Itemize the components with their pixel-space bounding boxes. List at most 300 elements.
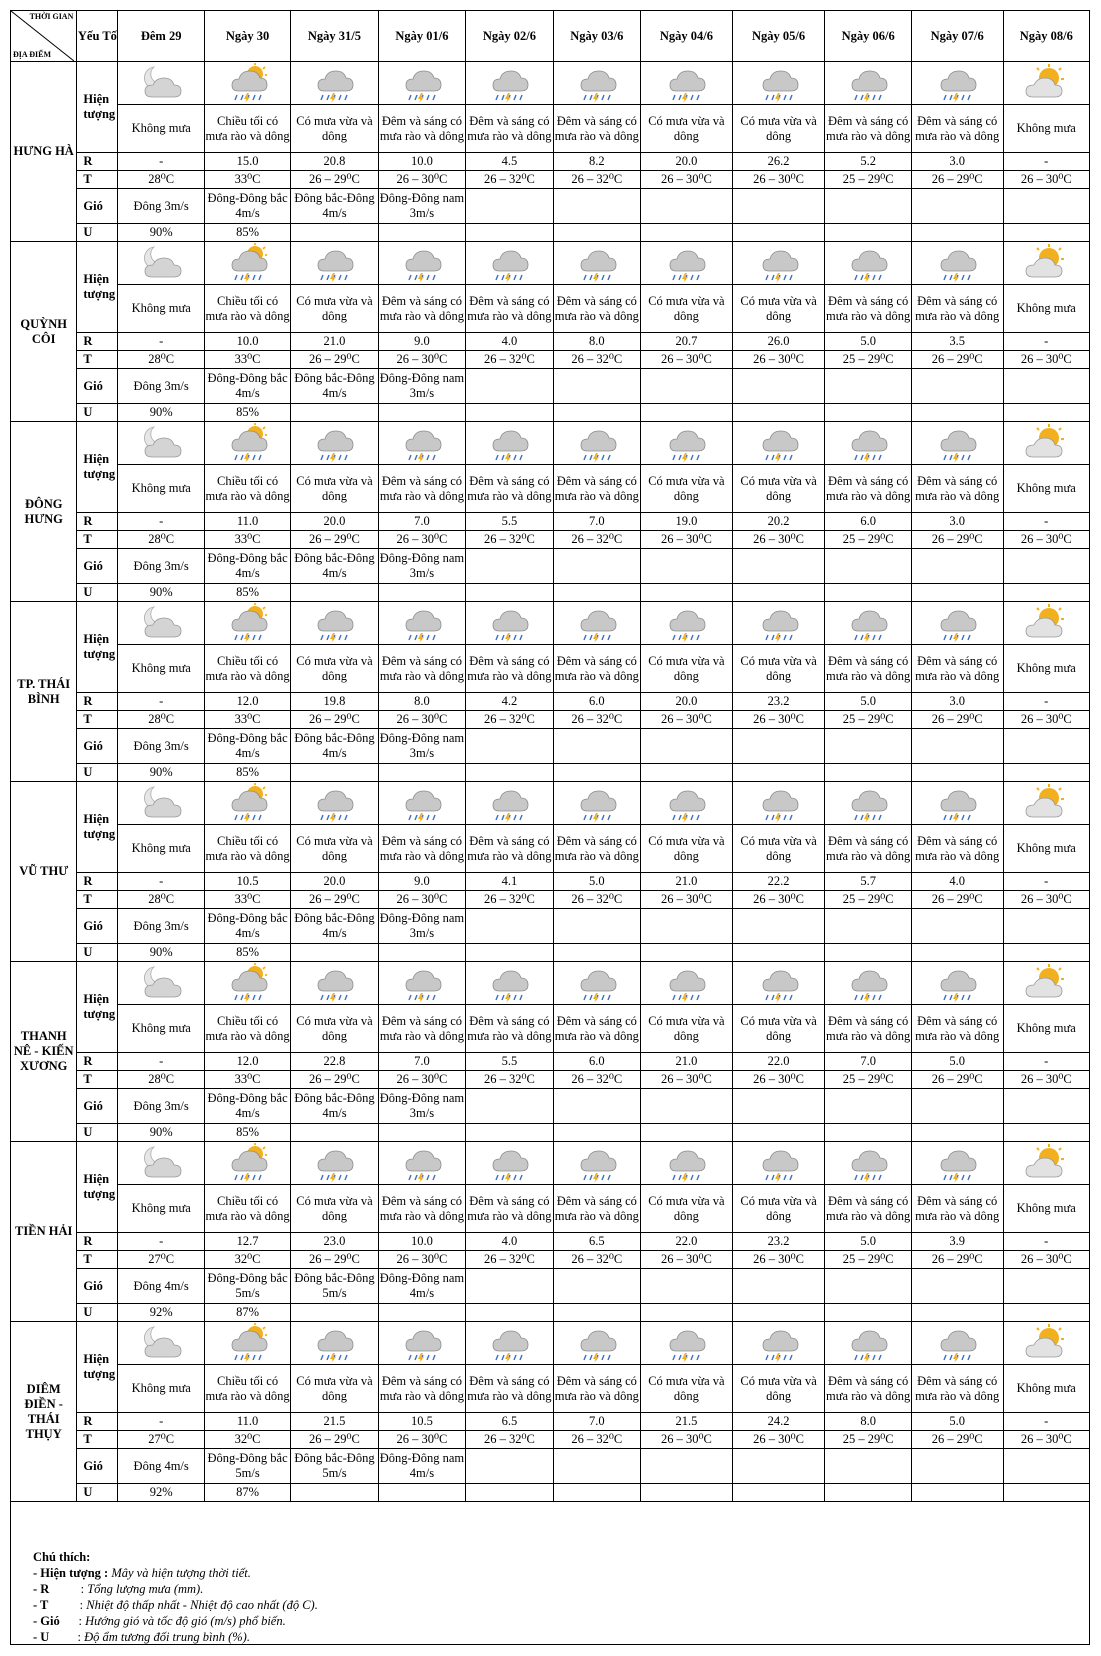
t-cell: 26 – 32⁰C <box>466 1251 553 1269</box>
phenomenon-cell: Đêm và sáng có mưa rào và dông <box>911 105 1003 153</box>
t-cell: 26 – 30⁰C <box>732 171 825 189</box>
r-cell: 11.0 <box>204 1413 290 1431</box>
t-cell: 25 – 29⁰C <box>825 891 911 909</box>
u-cell <box>1003 404 1089 422</box>
phenomenon-cell: Có mưa vừa và dông <box>732 825 825 873</box>
r-cell: 8.0 <box>553 333 640 351</box>
gio-cell <box>553 1089 640 1124</box>
u-cell: 90% <box>118 1124 204 1142</box>
r-row <box>11 1413 1090 1431</box>
phenomenon-cell: Đêm và sáng có mưa rào và dông <box>378 825 465 873</box>
sun-cloud-rain-icon <box>204 62 290 105</box>
r-cell: 5.0 <box>553 873 640 891</box>
day-header: Ngày 02/6 <box>466 11 553 62</box>
factor-gio: Gió <box>77 549 118 584</box>
sun-cloud-icon <box>1003 782 1089 825</box>
phenomenon-cell: Đêm và sáng có mưa rào và dông <box>466 825 553 873</box>
gio-cell <box>825 369 911 404</box>
u-cell <box>825 224 911 242</box>
factor-hien-tuong: Hiện tượng <box>77 1322 118 1413</box>
phenomenon-cell: Đêm và sáng có mưa rào và dông <box>825 825 911 873</box>
gio-cell <box>1003 1269 1089 1304</box>
day-header: Ngày 31/5 <box>291 11 378 62</box>
cloud-rain-icon <box>291 422 378 465</box>
gio-cell <box>732 369 825 404</box>
r-cell: 21.0 <box>641 1053 733 1071</box>
cloud-rain-icon <box>466 62 553 105</box>
gio-cell <box>1003 729 1089 764</box>
factor-u: U <box>77 1304 118 1322</box>
phenomenon-cell: Đêm và sáng có mưa rào và dông <box>825 1185 911 1233</box>
t-cell: 25 – 29⁰C <box>825 711 911 729</box>
cloud-rain-icon <box>291 1142 378 1185</box>
t-cell: 26 – 32⁰C <box>466 171 553 189</box>
cloud-rain-icon <box>553 1142 640 1185</box>
u-cell <box>378 764 465 782</box>
gio-cell: Đông 3m/s <box>118 1089 204 1124</box>
day-header: Ngày 30 <box>204 11 290 62</box>
factor-gio: Gió <box>77 729 118 764</box>
r-cell: 12.0 <box>204 1053 290 1071</box>
u-cell <box>466 584 553 602</box>
u-cell <box>1003 764 1089 782</box>
u-cell <box>732 224 825 242</box>
u-cell <box>291 1484 378 1502</box>
r-cell: 10.0 <box>204 333 290 351</box>
u-row <box>11 944 1090 962</box>
u-cell <box>553 944 640 962</box>
r-cell: - <box>118 513 204 531</box>
sun-cloud-rain-icon <box>204 1142 290 1185</box>
phenomenon-cell: Đêm và sáng có mưa rào và dông <box>825 465 911 513</box>
u-cell: 90% <box>118 764 204 782</box>
r-cell: - <box>1003 1413 1089 1431</box>
gio-cell <box>641 1089 733 1124</box>
phenomenon-row <box>11 1005 1090 1053</box>
r-cell: 21.5 <box>641 1413 733 1431</box>
factor-hien-tuong: Hiện tượng <box>77 242 118 333</box>
r-cell: 10.5 <box>378 1413 465 1431</box>
r-cell: 22.0 <box>732 1053 825 1071</box>
r-cell: 5.2 <box>825 153 911 171</box>
gio-cell: Đông 3m/s <box>118 909 204 944</box>
location-name: HƯNG HÀ <box>11 62 77 242</box>
u-cell <box>378 404 465 422</box>
t-cell: 26 – 30⁰C <box>378 351 465 369</box>
u-cell <box>732 1484 825 1502</box>
u-cell: 85% <box>204 224 290 242</box>
cloud-rain-icon <box>466 1322 553 1365</box>
t-cell: 26 – 30⁰C <box>378 171 465 189</box>
t-cell: 26 – 29⁰C <box>291 351 378 369</box>
gio-cell: Đông-Đông bắc 4m/s <box>204 1089 290 1124</box>
phenomenon-cell: Đêm và sáng có mưa rào và dông <box>825 285 911 333</box>
gio-cell: Đông bắc-Đông 4m/s <box>291 909 378 944</box>
phenomenon-cell: Đêm và sáng có mưa rào và dông <box>825 645 911 693</box>
u-cell <box>825 764 911 782</box>
phenomenon-cell: Không mưa <box>1003 1365 1089 1413</box>
factor-t: T <box>77 351 118 369</box>
cloud-rain-icon <box>911 1322 1003 1365</box>
phenomenon-cell: Chiều tối có mưa rào và dông <box>204 465 290 513</box>
phenomenon-cell: Đêm và sáng có mưa rào và dông <box>825 1005 911 1053</box>
gio-cell: Đông-Đông nam 4m/s <box>378 1269 465 1304</box>
cloud-rain-icon <box>732 1322 825 1365</box>
t-cell: 25 – 29⁰C <box>825 1071 911 1089</box>
u-cell <box>378 1304 465 1322</box>
u-cell: 90% <box>118 944 204 962</box>
t-cell: 26 – 30⁰C <box>641 1251 733 1269</box>
t-cell: 26 – 30⁰C <box>1003 1251 1089 1269</box>
phenomenon-cell: Đêm và sáng có mưa rào và dông <box>911 825 1003 873</box>
r-cell: 7.0 <box>825 1053 911 1071</box>
legend <box>33 1549 318 1645</box>
r-cell: 3.9 <box>911 1233 1003 1251</box>
legend-item: - Gió : Hướng gió và tốc độ gió (m/s) phổ biến. <box>33 1614 286 1628</box>
sun-cloud-icon <box>1003 962 1089 1005</box>
gio-cell <box>641 909 733 944</box>
r-cell: 20.0 <box>291 873 378 891</box>
u-cell <box>825 584 911 602</box>
gio-cell <box>911 1269 1003 1304</box>
cloud-rain-icon <box>911 602 1003 645</box>
gio-row <box>11 1089 1090 1124</box>
factor-r: R <box>77 1413 118 1431</box>
corner-cell <box>11 11 77 62</box>
cloud-rain-icon <box>553 1322 640 1365</box>
r-row <box>11 1053 1090 1071</box>
t-cell: 26 – 30⁰C <box>732 891 825 909</box>
cloud-rain-icon <box>732 242 825 285</box>
u-cell <box>1003 944 1089 962</box>
cloud-rain-icon <box>825 962 911 1005</box>
phenomenon-cell: Có mưa vừa và dông <box>291 1005 378 1053</box>
gio-cell <box>732 549 825 584</box>
day-header: Ngày 04/6 <box>641 11 733 62</box>
t-cell: 28⁰C <box>118 531 204 549</box>
t-cell: 26 – 30⁰C <box>641 711 733 729</box>
factor-u: U <box>77 224 118 242</box>
r-cell: - <box>1003 153 1089 171</box>
phenomenon-cell: Đêm và sáng có mưa rào và dông <box>911 1005 1003 1053</box>
gio-cell: Đông 4m/s <box>118 1269 204 1304</box>
gio-cell <box>825 1089 911 1124</box>
phenomenon-cell: Chiều tối có mưa rào và dông <box>204 1005 290 1053</box>
factor-r: R <box>77 1053 118 1071</box>
r-cell: - <box>118 1053 204 1071</box>
sun-cloud-rain-icon <box>204 242 290 285</box>
u-cell: 85% <box>204 1124 290 1142</box>
phenomenon-cell: Chiều tối có mưa rào và dông <box>204 825 290 873</box>
gio-cell <box>825 909 911 944</box>
gio-cell <box>732 909 825 944</box>
r-row <box>11 153 1090 171</box>
t-cell: 26 – 30⁰C <box>732 1251 825 1269</box>
phenomenon-cell: Đêm và sáng có mưa rào và dông <box>825 1365 911 1413</box>
cloud-rain-icon <box>825 62 911 105</box>
gio-cell <box>553 189 640 224</box>
u-cell <box>553 584 640 602</box>
r-cell: 26.0 <box>732 333 825 351</box>
u-cell: 90% <box>118 584 204 602</box>
factor-r: R <box>77 153 118 171</box>
cloud-rain-icon <box>291 242 378 285</box>
t-cell: 26 – 30⁰C <box>732 531 825 549</box>
r-cell: 20.0 <box>641 693 733 711</box>
phenomenon-cell: Đêm và sáng có mưa rào và dông <box>378 1365 465 1413</box>
r-cell: 22.8 <box>291 1053 378 1071</box>
phenomenon-cell: Đêm và sáng có mưa rào và dông <box>378 645 465 693</box>
cloud-rain-icon <box>825 602 911 645</box>
factor-t: T <box>77 1251 118 1269</box>
phenomenon-cell: Không mưa <box>118 1365 204 1413</box>
gio-cell <box>732 729 825 764</box>
gio-cell: Đông-Đông bắc 5m/s <box>204 1269 290 1304</box>
u-cell <box>911 1304 1003 1322</box>
r-cell: 6.5 <box>553 1233 640 1251</box>
gio-cell: Đông-Đông nam 3m/s <box>378 909 465 944</box>
u-cell <box>378 1484 465 1502</box>
gio-cell <box>466 189 553 224</box>
r-cell: - <box>118 333 204 351</box>
phenomenon-cell: Không mưa <box>118 285 204 333</box>
cloud-rain-icon <box>378 1142 465 1185</box>
day-header: Ngày 06/6 <box>825 11 911 62</box>
cloud-rain-icon <box>911 782 1003 825</box>
u-cell <box>641 764 733 782</box>
u-cell <box>1003 584 1089 602</box>
phenomenon-cell: Có mưa vừa và dông <box>291 1365 378 1413</box>
r-cell: 6.5 <box>466 1413 553 1431</box>
icon-row <box>11 62 1090 105</box>
phenomenon-cell: Đêm và sáng có mưa rào và dông <box>466 465 553 513</box>
sun-cloud-rain-icon <box>204 962 290 1005</box>
cloud-rain-icon <box>291 782 378 825</box>
factor-t: T <box>77 711 118 729</box>
r-cell: 12.0 <box>204 693 290 711</box>
cloud-rain-icon <box>553 962 640 1005</box>
r-cell: 9.0 <box>378 333 465 351</box>
r-cell: 4.0 <box>466 1233 553 1251</box>
phenomenon-row <box>11 1365 1090 1413</box>
t-cell: 26 – 29⁰C <box>291 1431 378 1449</box>
r-cell: 11.0 <box>204 513 290 531</box>
r-cell: - <box>118 693 204 711</box>
legend-item: - T : Nhiệt độ thấp nhất - Nhiệt độ cao nhất (độ C). <box>33 1598 318 1612</box>
gio-row <box>11 909 1090 944</box>
phenomenon-cell: Chiều tối có mưa rào và dông <box>204 645 290 693</box>
phenomenon-cell: Có mưa vừa và dông <box>732 1005 825 1053</box>
gio-cell <box>1003 1089 1089 1124</box>
cloud-rain-icon <box>911 962 1003 1005</box>
sun-cloud-rain-icon <box>204 1322 290 1365</box>
u-row <box>11 1304 1090 1322</box>
icon-row <box>11 962 1090 1005</box>
phenomenon-cell: Đêm và sáng có mưa rào và dông <box>466 645 553 693</box>
gio-cell <box>553 1269 640 1304</box>
u-cell <box>1003 1304 1089 1322</box>
r-cell: 15.0 <box>204 153 290 171</box>
t-cell: 26 – 32⁰C <box>466 711 553 729</box>
cloud-rain-icon <box>825 1142 911 1185</box>
cloud-rain-icon <box>641 422 733 465</box>
t-row <box>11 1251 1090 1269</box>
gio-cell <box>553 909 640 944</box>
u-cell <box>291 944 378 962</box>
u-cell <box>641 404 733 422</box>
r-cell: 20.0 <box>291 513 378 531</box>
factor-t: T <box>77 171 118 189</box>
gio-cell <box>1003 1449 1089 1484</box>
phenomenon-cell: Không mưa <box>118 105 204 153</box>
u-cell <box>911 944 1003 962</box>
sun-cloud-icon <box>1003 602 1089 645</box>
gio-cell <box>641 189 733 224</box>
cloud-rain-icon <box>553 602 640 645</box>
phenomenon-cell: Có mưa vừa và dông <box>732 1365 825 1413</box>
factor-u: U <box>77 764 118 782</box>
r-cell: 4.5 <box>466 153 553 171</box>
t-cell: 25 – 29⁰C <box>825 1431 911 1449</box>
factor-gio: Gió <box>77 1089 118 1124</box>
icon-row <box>11 602 1090 645</box>
gio-cell <box>825 189 911 224</box>
r-cell: 4.2 <box>466 693 553 711</box>
gio-cell <box>466 729 553 764</box>
gio-cell <box>466 1269 553 1304</box>
phenomenon-cell: Không mưa <box>118 645 204 693</box>
day-header: Ngày 03/6 <box>553 11 640 62</box>
t-cell: 26 – 30⁰C <box>1003 1431 1089 1449</box>
u-cell: 87% <box>204 1484 290 1502</box>
t-cell: 26 – 30⁰C <box>1003 171 1089 189</box>
factor-u: U <box>77 1484 118 1502</box>
t-cell: 26 – 29⁰C <box>911 1071 1003 1089</box>
gio-cell <box>911 909 1003 944</box>
factor-gio: Gió <box>77 909 118 944</box>
factor-t: T <box>77 891 118 909</box>
gio-cell: Đông 3m/s <box>118 189 204 224</box>
t-cell: 26 – 29⁰C <box>911 171 1003 189</box>
gio-cell <box>1003 369 1089 404</box>
gio-cell <box>1003 549 1089 584</box>
t-cell: 26 – 32⁰C <box>553 711 640 729</box>
location-name: QUỲNH CÔI <box>11 242 77 422</box>
u-cell <box>641 1124 733 1142</box>
u-cell <box>732 764 825 782</box>
t-cell: 26 – 32⁰C <box>466 1431 553 1449</box>
t-cell: 26 – 30⁰C <box>1003 1071 1089 1089</box>
phenomenon-cell: Đêm và sáng có mưa rào và dông <box>553 105 640 153</box>
moon-cloud-icon <box>118 962 204 1005</box>
u-cell <box>378 1124 465 1142</box>
u-cell <box>732 1304 825 1322</box>
phenomenon-cell: Có mưa vừa và dông <box>641 825 733 873</box>
forecast-body <box>11 62 1090 1502</box>
gio-cell: Đông-Đông nam 3m/s <box>378 369 465 404</box>
r-cell: - <box>118 1233 204 1251</box>
t-cell: 26 – 30⁰C <box>641 171 733 189</box>
place-label: ĐỊA ĐIỂM <box>13 50 52 59</box>
phenomenon-cell: Đêm và sáng có mưa rào và dông <box>378 105 465 153</box>
cloud-rain-icon <box>732 62 825 105</box>
u-cell <box>291 404 378 422</box>
gio-cell: Đông bắc-Đông 4m/s <box>291 189 378 224</box>
u-cell <box>553 764 640 782</box>
u-cell <box>825 404 911 422</box>
cloud-rain-icon <box>378 962 465 1005</box>
u-cell <box>825 944 911 962</box>
r-cell: 7.0 <box>378 513 465 531</box>
location-name: ĐÔNG HƯNG <box>11 422 77 602</box>
r-cell: 22.2 <box>732 873 825 891</box>
factor-t: T <box>77 531 118 549</box>
phenomenon-cell: Có mưa vừa và dông <box>291 465 378 513</box>
gio-cell: Đông bắc-Đông 5m/s <box>291 1449 378 1484</box>
phenomenon-cell: Đêm và sáng có mưa rào và dông <box>553 465 640 513</box>
gio-cell: Đông-Đông bắc 4m/s <box>204 549 290 584</box>
phenomenon-cell: Chiều tối có mưa rào và dông <box>204 1365 290 1413</box>
factor-u: U <box>77 944 118 962</box>
t-cell: 25 – 29⁰C <box>825 531 911 549</box>
gio-cell <box>641 1449 733 1484</box>
gio-cell <box>732 1449 825 1484</box>
day-header: Ngày 07/6 <box>911 11 1003 62</box>
gio-row <box>11 729 1090 764</box>
phenomenon-cell: Có mưa vừa và dông <box>641 645 733 693</box>
sun-cloud-rain-icon <box>204 782 290 825</box>
u-cell <box>1003 1484 1089 1502</box>
location-name: TP. THÁI BÌNH <box>11 602 77 782</box>
t-cell: 26 – 30⁰C <box>641 1431 733 1449</box>
r-cell: 23.0 <box>291 1233 378 1251</box>
u-row <box>11 764 1090 782</box>
phenomenon-cell: Có mưa vừa và dông <box>291 285 378 333</box>
gio-cell <box>911 189 1003 224</box>
forecast-document <box>10 10 1090 1645</box>
moon-cloud-icon <box>118 422 204 465</box>
r-cell: 5.0 <box>911 1053 1003 1071</box>
r-cell: 21.0 <box>291 333 378 351</box>
moon-cloud-icon <box>118 1322 204 1365</box>
gio-row <box>11 369 1090 404</box>
phenomenon-cell: Không mưa <box>1003 285 1089 333</box>
gio-cell <box>732 1269 825 1304</box>
u-cell <box>911 1484 1003 1502</box>
t-cell: 33⁰C <box>204 531 290 549</box>
factor-header: Yếu Tố <box>77 11 118 62</box>
gio-cell <box>553 369 640 404</box>
r-cell: 5.0 <box>825 333 911 351</box>
cloud-rain-icon <box>466 1142 553 1185</box>
u-row <box>11 404 1090 422</box>
u-cell <box>378 944 465 962</box>
factor-r: R <box>77 513 118 531</box>
phenomenon-cell: Đêm và sáng có mưa rào và dông <box>911 465 1003 513</box>
cloud-rain-icon <box>466 602 553 645</box>
r-cell: - <box>1003 333 1089 351</box>
phenomenon-cell: Chiều tối có mưa rào và dông <box>204 105 290 153</box>
phenomenon-cell: Có mưa vừa và dông <box>291 825 378 873</box>
r-cell: 20.0 <box>641 153 733 171</box>
gio-cell <box>825 1449 911 1484</box>
gio-cell: Đông-Đông nam 4m/s <box>378 1449 465 1484</box>
phenomenon-cell: Không mưa <box>1003 645 1089 693</box>
phenomenon-cell: Đêm và sáng có mưa rào và dông <box>553 645 640 693</box>
cloud-rain-icon <box>466 782 553 825</box>
u-cell <box>466 1304 553 1322</box>
u-cell <box>291 224 378 242</box>
